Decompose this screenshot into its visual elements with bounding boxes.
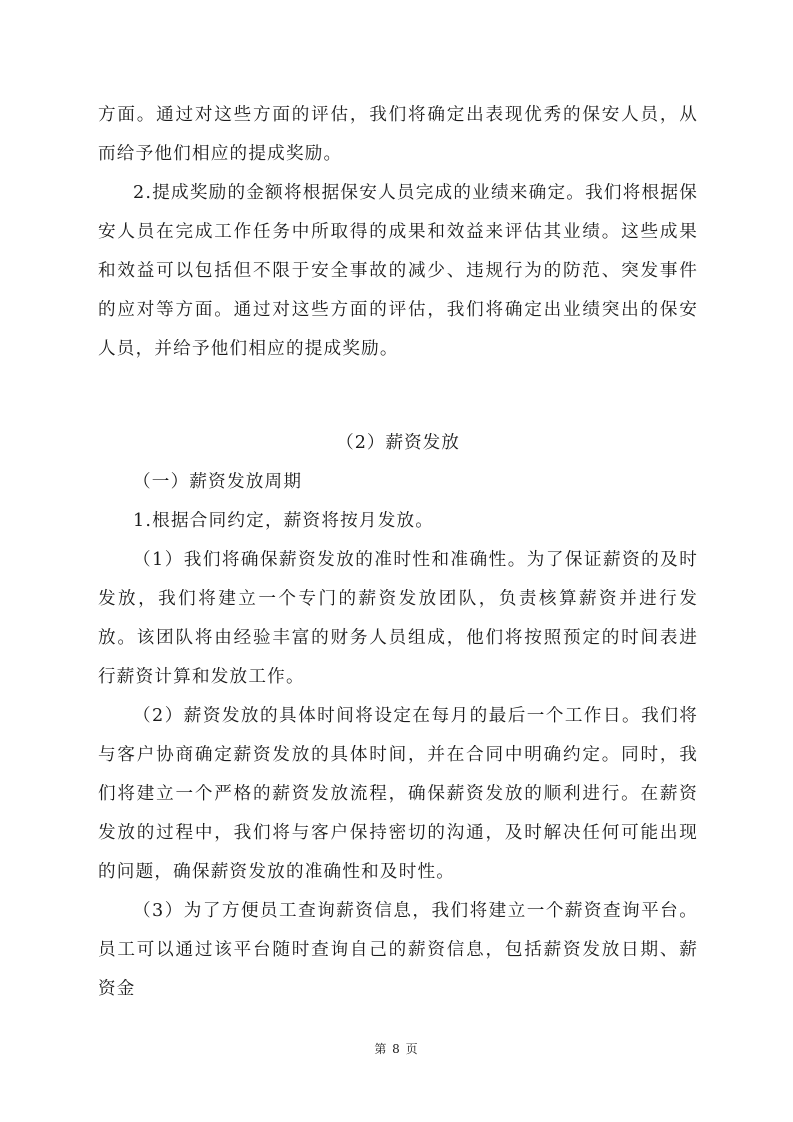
paragraph-pay-date: （2）薪资发放的具体时间将设定在每月的最后一个工作日。我们将与客户协商确定薪资发放的具体时间，并在合同中明确约定。同时，我们将建立一个严格的薪资发放流程，确保薪资发放的顺利进行。在薪资发放的过程中，我们将与客户保持密切的沟通，及时解决任何可能出现的问题，确保薪资发放的准确性和及时性。 bbox=[98, 706, 698, 882]
section-spacer bbox=[98, 369, 698, 424]
document-body bbox=[98, 96, 698, 1009]
paragraph-continuation: 方面。通过对这些方面的评估，我们将确定出表现优秀的保安人员，从而给予他们相应的提成奖励。 bbox=[98, 105, 698, 164]
paragraph-query-platform: （3）为了方便员工查询薪资信息，我们将建立一个薪资查询平台。员工可以通过该平台随时查询自己的薪资信息，包括薪资发放日期、薪资金 bbox=[98, 901, 698, 999]
page-number: 第 8 页 bbox=[374, 1042, 419, 1056]
paragraph-monthly-pay: 1.根据合同约定，薪资将按月发放。 bbox=[133, 511, 435, 531]
subsection-heading-pay-cycle: （一）薪资发放周期 bbox=[133, 472, 303, 492]
section-heading: （2）薪资发放 bbox=[336, 433, 460, 453]
paragraph-timeliness: （1）我们将确保薪资发放的准时性和准确性。为了保证薪资的及时发放，我们将建立一个专门的薪资发放团队，负责核算薪资并进行发放。该团队将由经验丰富的财务人员组成，他们将按照预定的时间表进行薪资计算和发放工作。 bbox=[98, 550, 698, 687]
paragraph-commission-amount: 2.提成奖励的金额将根据保安人员完成的业绩来确定。我们将根据保安人员在完成工作任务中所取得的成果和效益来评估其业绩。这些成果和效益可以包括但不限于安全事故的减少、违规行为的防范、突发事件的应对等方面。通过对这些方面的评估，我们将确定出业绩突出的保安人员，并给予他们相应的提成奖励。 bbox=[98, 183, 698, 359]
